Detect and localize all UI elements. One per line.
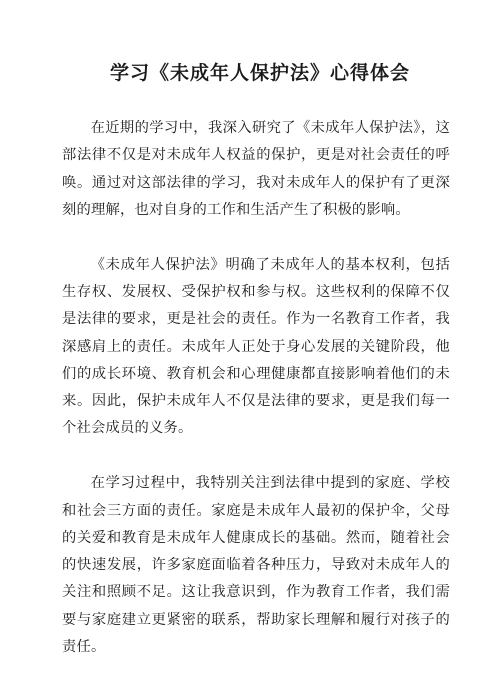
paragraph-1: 在近期的学习中，我深入研究了《未成年人保护法》，这部法律不仅是对未成年人权益的保护，更是对社会责任的呼唤。通过对这部法律的学习，我对未成年人的保护有了更深刻的理解，也对自身的工作和生活产生了积极的影响。	[62, 120, 450, 218]
paragraph-3: 在学习过程中，我特别关注到法律中提到的家庭、学校和社会三方面的责任。家庭是未成年人最初的保护伞，父母的关爱和教育是未成年人健康成长的基础。然而，随着社会的快速发展，许多家庭面临着各种压力，导致对未成年人的关注和照顾不足。这让我意识到，作为教育工作者，我们需要与家庭建立更紧密的联系，帮助家长理解和履行对孩子的责任。	[62, 475, 450, 656]
document-title: 学习《未成年人保护法》心得体会	[109, 62, 410, 84]
document-body	[62, 115, 450, 689]
paragraph-2: 《未成年人保护法》明确了未成年人的基本权利，包括生存权、发展权、受保护权和参与权。这些权利的保障不仅是法律的要求，更是社会的责任。作为一名教育工作者，我深感肩上的责任。未成年人正处于身心发展的关键阶段，他们的成长环境、教育机会和心理健康都直接影响着他们的未来。因此，保护未成年人不仅是法律的要求，更是我们每一个社会成员的义务。	[62, 256, 450, 437]
